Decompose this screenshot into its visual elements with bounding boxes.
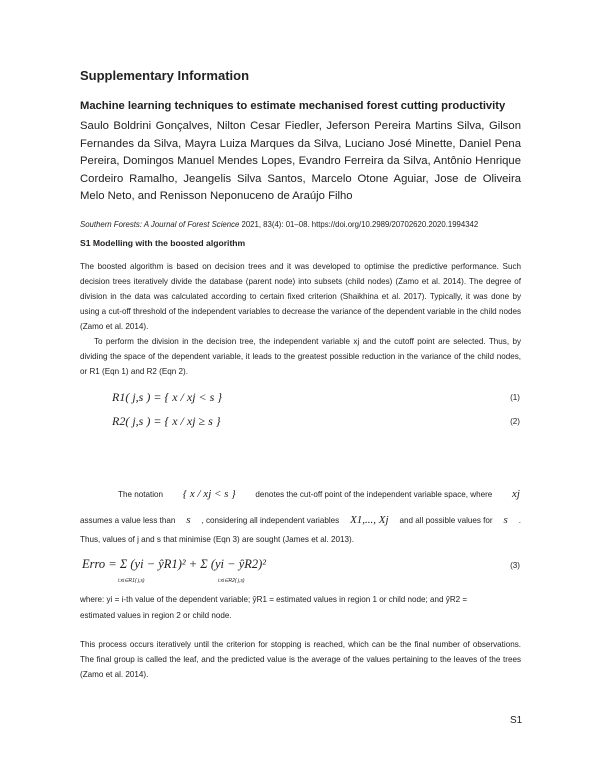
sum-subscript: i:xi∈R1( j,s)	[118, 578, 145, 584]
citation	[80, 220, 521, 229]
page-title: Supplementary Information	[80, 68, 250, 83]
text-line: estimated values in region 2 or child node.	[80, 611, 232, 620]
text: denotes the cut-off point of the independent variable space, where	[255, 490, 493, 499]
paragraph: To perform the division in the decision tree, the independent variable xj and the cutoff point are selected. Thus, by dividing the space of the dependent variable, it leads to the greatest possible reduction in the variance of the child nodes, or R1 (Eqn 1) and R2 (Eqn 2).	[80, 337, 521, 376]
equation-3: Erro = Σ (yi − ŷR1)² + Σ (yi − ŷR2)²	[82, 557, 267, 571]
author-list: Saulo Boldrini Gonçalves, Nilton Cesar Fiedler, Jeferson Pereira Martins Silva, Gilson Fernandes da Silva, Mayra Luiza Marques da Silva, Luciano José Minette, Daniel Pena Pereira, Domingos Manuel Mendes Lopes, Evandro Ferreira da Silva, Antônio Henrique Cordeiro Ramalho, Jeangelis Silva Santos, Marcelo Otone Aguiar, Jose de Oliveira Melo Neto, and Renisson Neponuceno de Araújo Filho	[80, 120, 521, 203]
inline-math: xj	[512, 488, 520, 500]
text: assumes a value less than	[80, 516, 176, 525]
equation-number: (2)	[510, 417, 520, 426]
equation-2: R2( j,s ) = { x / xj ≥ s }	[112, 414, 221, 428]
equation-number: (3)	[510, 561, 520, 570]
text-line: where: yi = i-th value of the dependent variable; ŷR1 = estimated values in region 1 or child node; and ŷR2 =	[80, 595, 468, 604]
sum-subscript: i:xi∈R2( j,s)	[218, 578, 245, 584]
inline-math: s	[503, 514, 508, 526]
text-line	[80, 514, 521, 526]
inline-math: { x / xj < s }	[182, 488, 236, 500]
text: and all possible values for	[399, 516, 493, 525]
paragraph: This process occurs iteratively until the criterion for stopping is reached, which can be the final number of observations. The final group is called the leaf, and the predicted value is the average of the values pertaining to the leaves of the trees (Zamo et al. 2014).	[80, 640, 521, 679]
inline-math: s	[186, 514, 191, 526]
citation-details: 2021, 83(4): 01–08. https://doi.org/10.2989/20702620.2020.1994342	[239, 220, 479, 229]
equation-1: R1( j,s ) = { x / xj < s }	[112, 390, 223, 404]
text-line: Thus, values of j and s that minimise (Eqn 3) are sought (James et al. 2013).	[80, 535, 354, 544]
text: .	[518, 516, 521, 525]
inline-math: X1,..., Xj	[350, 514, 389, 526]
paragraph: The boosted algorithm is based on decision trees and it was developed to optimise the predictive performance. Such decision trees iteratively divide the database (parent node) into subsets (child nodes) (Zamo et al. 2014). The degree of division in the data was calculated according to certain fixed criterion (Shaikhina et al. 2017). Typically, it was done by using a cut-off threshold of the independent variables to decrease the variance of the dependent variable in the child nodes (Zamo et al. 2014).	[80, 262, 521, 331]
page-number: S1	[510, 715, 523, 726]
article-title: Machine learning techniques to estimate mechanised forest cutting productivity	[80, 100, 506, 112]
text-line	[118, 488, 520, 500]
equation-number: (1)	[510, 393, 520, 402]
journal-name: Southern Forests: A Journal of Forest Science	[80, 220, 240, 229]
text: , considering all independent variables	[201, 516, 340, 525]
text: The notation	[118, 490, 163, 499]
section-heading: S1 Modelling with the boosted algorithm	[80, 238, 246, 248]
